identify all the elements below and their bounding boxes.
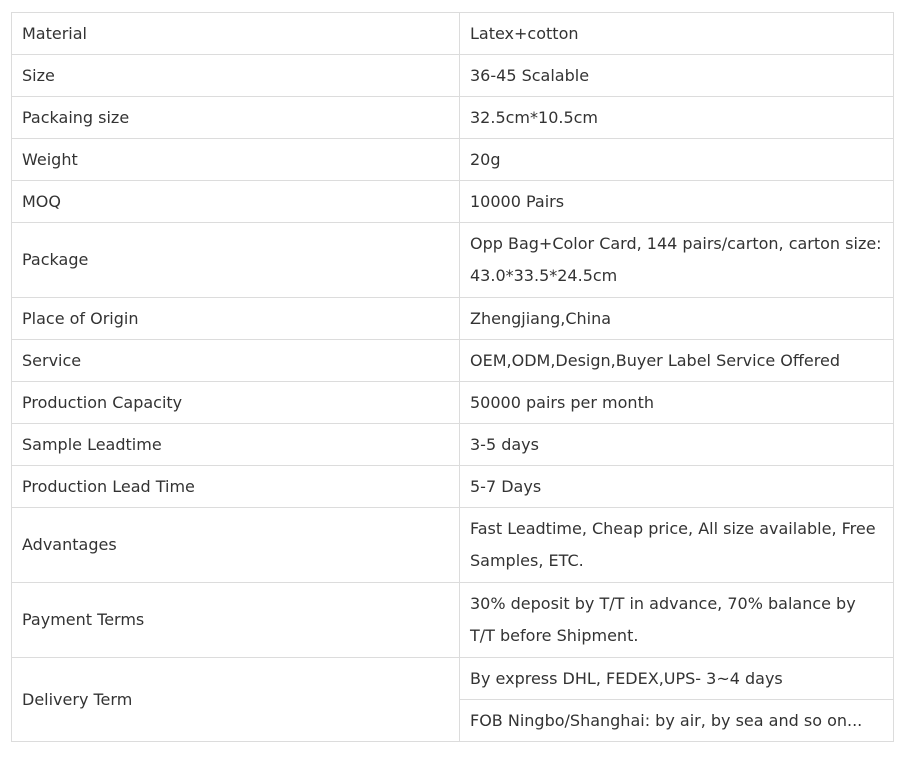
- table-row: [12, 508, 894, 583]
- table-row: [12, 139, 894, 181]
- row-value: Latex+cotton: [460, 13, 894, 55]
- row-value: 10000 Pairs: [460, 181, 894, 223]
- row-value: Opp Bag+Color Card, 144 pairs/carton, carton size: 43.0*33.5*24.5cm: [460, 223, 894, 298]
- table-row: [12, 13, 894, 55]
- row-label: Packaing size: [12, 97, 460, 139]
- table-row: [12, 55, 894, 97]
- row-value: Zhengjiang,China: [460, 298, 894, 340]
- row-label: Payment Terms: [12, 583, 460, 658]
- row-value: 20g: [460, 139, 894, 181]
- row-value: 3-5 days: [460, 424, 894, 466]
- row-value: 5-7 Days: [460, 466, 894, 508]
- product-spec-table: [11, 12, 894, 742]
- table-row: [12, 181, 894, 223]
- table-row: [12, 340, 894, 382]
- row-value: By express DHL, FEDEX,UPS- 3~4 days: [460, 658, 894, 700]
- row-value: 50000 pairs per month: [460, 382, 894, 424]
- row-label: Material: [12, 13, 460, 55]
- row-value: Fast Leadtime, Cheap price, All size available, Free Samples, ETC.: [460, 508, 894, 583]
- row-label: Place of Origin: [12, 298, 460, 340]
- table-row: [12, 298, 894, 340]
- row-label: Production Lead Time: [12, 466, 460, 508]
- row-label: MOQ: [12, 181, 460, 223]
- row-value: 30% deposit by T/T in advance, 70% balance by T/T before Shipment.: [460, 583, 894, 658]
- row-label: Advantages: [12, 508, 460, 583]
- table-row: [12, 424, 894, 466]
- row-label: Delivery Term: [12, 658, 460, 742]
- table-row: [12, 223, 894, 298]
- row-label: Sample Leadtime: [12, 424, 460, 466]
- row-value: FOB Ningbo/Shanghai: by air, by sea and so on...: [460, 700, 894, 742]
- row-label: Size: [12, 55, 460, 97]
- table-row: [12, 583, 894, 658]
- row-label: Service: [12, 340, 460, 382]
- row-value: 36-45 Scalable: [460, 55, 894, 97]
- row-label: Package: [12, 223, 460, 298]
- row-label: Weight: [12, 139, 460, 181]
- table-row: [12, 97, 894, 139]
- table-row: [12, 466, 894, 508]
- table-row: [12, 382, 894, 424]
- row-value: 32.5cm*10.5cm: [460, 97, 894, 139]
- row-label: Production Capacity: [12, 382, 460, 424]
- table-row: [12, 658, 894, 700]
- row-value: OEM,ODM,Design,Buyer Label Service Offered: [460, 340, 894, 382]
